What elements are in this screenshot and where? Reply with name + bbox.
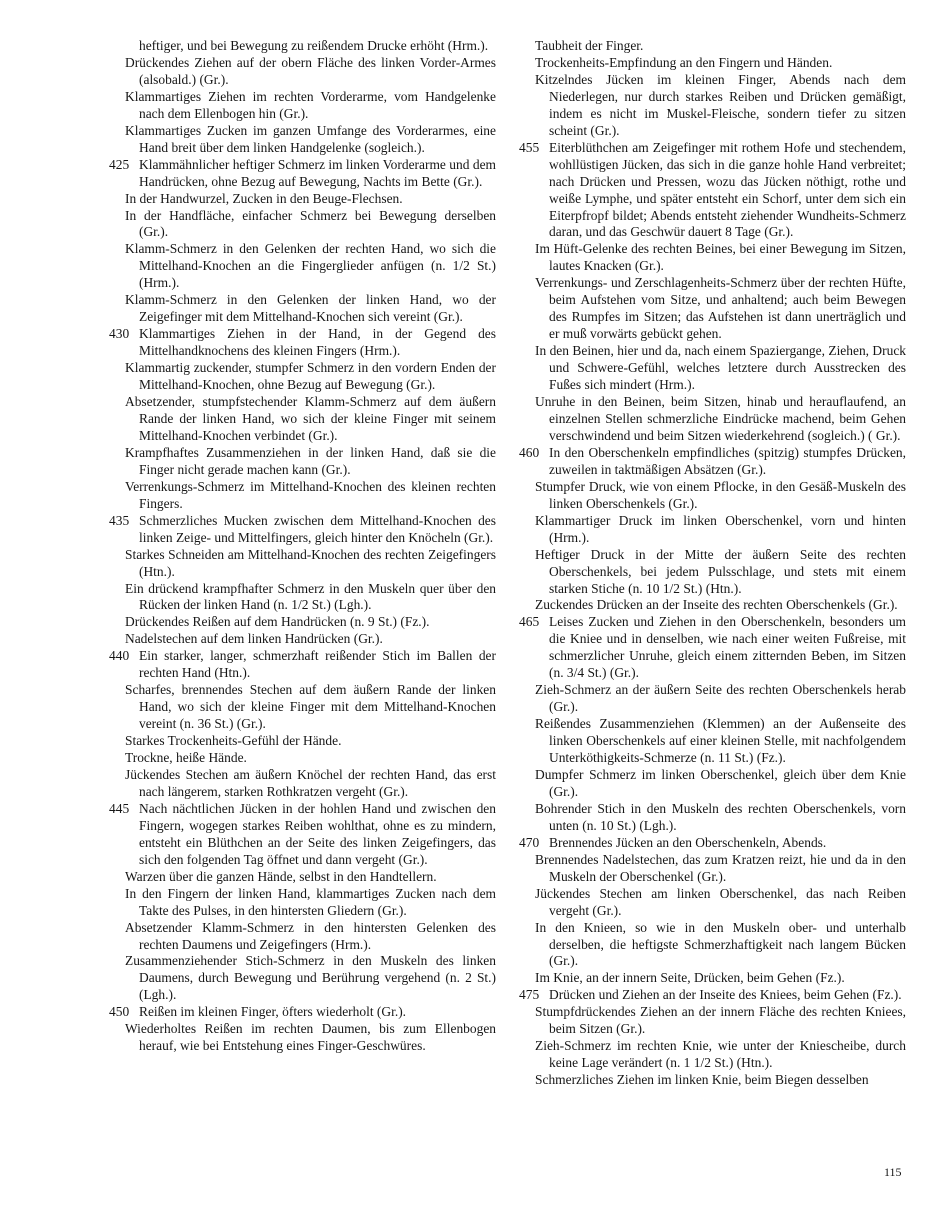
entry [109, 479, 496, 513]
entry [519, 394, 906, 445]
entry-text: Verrenkungs- und Zerschlagenheits-Schmerz über der rechten Hüfte, beim Aufstehen vom Sitze, und anhaltend; auch beim Bewegen des Rumpfes im Sitzen; das Aufstehen ist dann unerträglich und er muß vorwärts gebückt gehen. [535, 275, 906, 342]
entry-text: Klammartig zuckender, stumpfer Schmerz in den vordern Enden der Mittelhand-Knochen, ohne Bezug auf Bewegung (Gr.). [125, 360, 496, 393]
entry [109, 241, 496, 292]
entry [519, 886, 906, 920]
entry-text: Nach nächtlichen Jücken in der hohlen Hand und zwischen den Fingern, wogegen starkes Reiben wohlthat, ohne es zu mindern, entsteht ein Blüthchen an der Seite des linken Zeigefingers, das sich den folgenden Tag öffnet und dann vergeht (Gr.). [139, 800, 496, 867]
entry [109, 614, 496, 631]
entry-text: Trockenheits-Empfindung an den Fingern und Händen. [535, 54, 833, 70]
entry-number: 425 [109, 156, 130, 172]
entry [109, 1021, 496, 1055]
entry-number: 450 [109, 1004, 130, 1020]
entry-number: 430 [109, 326, 130, 342]
entry [519, 970, 906, 987]
entry [109, 886, 496, 920]
entry [109, 55, 496, 89]
entry-text: Heftiger Druck in der Mitte der äußern Seite des rechten Oberschenkels, bei jedem Pulsschlage, und stets mit einem starken Stiche (n. 10 1/2 St.) (Htn.). [535, 546, 906, 596]
entry [109, 648, 496, 682]
entry-text: Starkes Schneiden am Mittelhand-Knochen des rechten Zeigefingers (Htn.). [125, 546, 496, 579]
entry [109, 631, 496, 648]
entry-text: Scharfes, brennendes Stechen auf dem äußern Rande der linken Hand, wo sich der kleine Finger mit dem Mittelhand-Knochen vereint (n. 36 St.) (Gr.). [125, 682, 496, 732]
entry [109, 191, 496, 208]
entry-text: Ein starker, langer, schmerzhaft reißender Stich im Ballen der rechten Hand (Htn.). [139, 648, 496, 681]
entry-text: Leises Zucken und Ziehen in den Oberschenkeln, besonders um die Kniee und in denselben, wie nach einer weiten Fußreise, mit schmerzlicher Unruhe, gleich einem zitternden Beben, im Sitzen (n. 3/4 St.) (Gr.). [549, 614, 906, 681]
entry-text: Dumpfer Schmerz im linken Oberschenkel, gleich über dem Knie (Gr.). [535, 766, 906, 799]
entry [109, 326, 496, 360]
entry-text: Drückendes Ziehen auf der obern Fläche des linken Vorder-Armes (alsobald.) (Gr.). [125, 54, 496, 87]
entry-text: In den Knieen, so wie in den Muskeln ober- und unterhalb derselben, die heftigste Schmerzhaftigkeit nach langem Bücken (Gr.). [535, 919, 906, 969]
entry [519, 682, 906, 716]
entry-text: Taubheit der Finger. [535, 38, 644, 53]
entry-text: In der Handfläche, einfacher Schmerz bei Bewegung derselben (Gr.). [125, 207, 496, 240]
entry [109, 682, 496, 733]
entry [519, 479, 906, 513]
page-number: 115 [884, 1165, 902, 1179]
entry-text: Warzen über die ganzen Hände, selbst in den Handtellern. [125, 868, 437, 884]
entry [519, 38, 906, 55]
entry [109, 292, 496, 326]
entry-text: Brennendes Jücken an den Oberschenkeln, Abends. [549, 834, 827, 850]
entry [109, 953, 496, 1004]
entry [519, 513, 906, 547]
entry-text: Zusammenziehender Stich-Schmerz in den Muskeln des linken Daumens, durch Bewegung und Berührung vergehend (n. 2 St.) (Lgh.). [125, 953, 496, 1003]
entry-text: Stumpfer Druck, wie von einem Pflocke, in den Gesäß-Muskeln des linken Oberschenkels (Gr.). [535, 478, 906, 511]
entry-text: Klammartiges Ziehen im rechten Vorderarme, vom Handgelenke nach dem Ellenbogen hin (Gr.). [125, 88, 496, 121]
entry [109, 1004, 496, 1021]
entry [519, 767, 906, 801]
entry-number: 440 [109, 648, 130, 664]
entry [519, 716, 906, 767]
entry-text: Nadelstechen auf dem linken Handrücken (Gr.). [125, 631, 383, 647]
entry-text: Zieh-Schmerz im rechten Knie, wie unter der Kniescheibe, durch keine Lage verändert (n. 1 1/2 St.) (Htn.). [535, 1038, 906, 1071]
entry-text: Brennendes Nadelstechen, das zum Kratzen reizt, hie und da in den Muskeln der Oberschenkel (Gr.). [535, 851, 906, 884]
entry-number: 455 [519, 139, 540, 155]
entry-text: Jückendes Stechen am linken Oberschenkel, das nach Reiben vergeht (Gr.). [535, 885, 906, 918]
entry [519, 275, 906, 343]
entry-text: Verrenkungs-Schmerz im Mittelhand-Knochen des kleinen rechten Fingers. [125, 478, 496, 511]
entry-text: Drücken und Ziehen an der Inseite des Kniees, beim Gehen (Fz.). [549, 987, 902, 1003]
entry-text: Starkes Trockenheits-Gefühl der Hände. [125, 733, 342, 749]
entry [109, 733, 496, 750]
entry [519, 852, 906, 886]
entry [109, 767, 496, 801]
entry-number: 470 [519, 834, 540, 850]
entry-text: Eiterblüthchen am Zeigefinger mit rothem Hofe und stechendem, wohllüstigen Jücken, das sich in die ganze hohle Hand verbreitet; nach Drücken und Pressen, wozu das Jücken nöthigt, rothe und weiße Lymphe, und später entsteht ein Schorf, unter dem sich ein Eiterpfropf bildet; Abends entsteht ziehender Wundheits-Schmerz daran, und das Geschwür dauert 8 Tage (Gr.). [549, 139, 906, 240]
entry-text: In den Fingern der linken Hand, klammartiges Zucken nach dem Takte des Pulses, in den hintersten Gliedern (Gr.). [125, 885, 496, 918]
entry-number: 445 [109, 800, 130, 816]
entry-text: Bohrender Stich in den Muskeln des rechten Oberschenkels, vorn unten (n. 10 St.) (Lgh.). [535, 800, 906, 833]
entry-text: Zieh-Schmerz an der äußern Seite des rechten Oberschenkels herab (Gr.). [535, 682, 906, 715]
entry-text: In der Handwurzel, Zucken in den Beuge-Flechsen. [125, 190, 403, 206]
entry-text: Stumpfdrückendes Ziehen an der innern Fläche des rechten Kniees, beim Sitzen (Gr.). [535, 1004, 906, 1037]
entry-text: heftiger, und bei Bewegung zu reißendem Drucke erhöht (Hrm.). [139, 38, 489, 53]
entry-text: Klammähnlicher heftiger Schmerz im linken Vorderarme und dem Handrücken, ohne Bezug auf Bewegung, Nachts im Bette (Gr.). [139, 156, 496, 189]
entry [109, 581, 496, 615]
entry-text: In den Oberschenkeln empfindliches (spitzig) stumpfes Drücken, zuweilen in taktmäßigen Absätzen (Gr.). [549, 444, 906, 477]
entry-text: Im Hüft-Gelenke des rechten Beines, bei einer Bewegung im Sitzen, lautes Knacken (Gr.). [535, 241, 906, 274]
entry-text: Jückendes Stechen am äußern Knöchel der rechten Hand, das erst nach längerem, starken Rothkratzen vergeht (Gr.). [125, 766, 496, 799]
entry [109, 513, 496, 547]
entry [109, 394, 496, 445]
entry-text: Reißen im kleinen Finger, öfters wiederholt (Gr.). [139, 1004, 407, 1020]
entry [519, 1004, 906, 1038]
entry-number: 475 [519, 987, 540, 1003]
entry [519, 343, 906, 394]
entry [519, 920, 906, 971]
entry-text: Schmerzliches Ziehen im linken Knie, beim Biegen desselben [535, 1072, 869, 1088]
entry-text: In den Beinen, hier und da, nach einem Spaziergange, Ziehen, Druck und Schwere-Gefühl, welches letztere durch Ausstrecken des Fußes sich mindert (Hrm.). [535, 343, 906, 393]
entry-text: Klammartiges Ziehen in der Hand, in der Gegend des Mittelhandknochens des kleinen Fingers (Hrm.). [139, 326, 496, 359]
entry-text: Klammartiger Druck im linken Oberschenkel, vorn und hinten (Hrm.). [535, 512, 906, 545]
entry [519, 597, 906, 614]
right-column [519, 38, 906, 1089]
entry-number: 435 [109, 512, 130, 528]
entry-text: Krampfhaftes Zusammenziehen in der linken Hand, daß sie die Finger nicht gerade machen kann (Gr.). [125, 444, 496, 477]
entry [519, 1072, 906, 1089]
entry [109, 157, 496, 191]
entry [519, 1038, 906, 1072]
entry-text: Kitzelndes Jücken im kleinen Finger, Abends nach dem Niederlegen, nur durch starkes Reiben und Drücken gemäßigt, indem es nicht im Muskel-Fleische, sondern tiefer zu sitzen scheint (Gr.). [535, 71, 906, 138]
entry-text: Unruhe in den Beinen, beim Sitzen, hinab und herauflaufend, an einzelnen Stellen schmerzliche Eindrücke machend, beim Gehen verschwindend und beim Sitzen wiederkehrend (sogleich.) ( Gr.). [535, 394, 906, 443]
entry-text: Absetzender Klamm-Schmerz in den hintersten Gelenken des rechten Daumens und Zeigefingers (Hrm.). [125, 919, 496, 952]
entry [109, 801, 496, 869]
entry-text: Ein drückend krampfhafter Schmerz in den Muskeln quer über den Rücken der linken Hand (n. 1/2 St.) (Lgh.). [125, 580, 496, 613]
entry [519, 72, 906, 140]
entry [519, 614, 906, 682]
entry [109, 920, 496, 954]
entry-text: Drückendes Reißen auf dem Handrücken (n. 9 St.) (Fz.). [125, 614, 430, 630]
entry [109, 445, 496, 479]
entry [109, 123, 496, 157]
entry-text: Im Knie, an der innern Seite, Drücken, beim Gehen (Fz.). [535, 970, 845, 986]
entry-text: Absetzender, stumpfstechender Klamm-Schmerz auf dem äußern Rande der linken Hand, wo sich der kleine Finger mit seinem Mittelhand-Knochen verbindet (Gr.). [125, 394, 496, 443]
entry [519, 987, 906, 1004]
entry [519, 445, 906, 479]
left-column [109, 38, 496, 1055]
entry [109, 360, 496, 394]
entry-text: Klamm-Schmerz in den Gelenken der rechten Hand, wo sich die Mittelhand-Knochen an die Fingerglieder anfügen (n. 1/2 St.) (Hrm.). [125, 241, 496, 291]
entry [109, 38, 496, 55]
entry [519, 55, 906, 72]
entry [519, 835, 906, 852]
entry-text: Wiederholtes Reißen im rechten Daumen, bis zum Ellenbogen herauf, wie bei Entstehung eines Finger-Geschwüres. [125, 1021, 496, 1054]
entry-number: 460 [519, 444, 540, 460]
entry [519, 241, 906, 275]
entry [109, 89, 496, 123]
entry-text: Trockne, heiße Hände. [125, 750, 247, 766]
entry-text: Reißendes Zusammenziehen (Klemmen) an der Außenseite des linken Oberschenkels auf einer kleinen Stelle, mit nachfolgendem Unterköthigkeits-Schmerze (n. 11 St.) (Fz.). [535, 716, 906, 766]
entry-number: 465 [519, 614, 540, 630]
entry-text: Zuckendes Drücken an der Inseite des rechten Oberschenkels (Gr.). [535, 597, 898, 613]
entry-text: Klamm-Schmerz in den Gelenken der linken Hand, wo der Zeigefinger mit dem Mittelhand-Knochen sich vereint (Gr.). [125, 292, 496, 325]
entry [519, 801, 906, 835]
entry [109, 750, 496, 767]
entry [519, 547, 906, 598]
entry [519, 140, 906, 242]
entry-text: Klammartiges Zucken im ganzen Umfange des Vorderarmes, eine Hand breit über dem linken Handgelenke (sogleich.). [125, 122, 496, 155]
entry [109, 869, 496, 886]
entry-text: Schmerzliches Mucken zwischen dem Mittelhand-Knochen des linken Zeige- und Mittelfingers, gleich hinter den Knöcheln (Gr.). [139, 512, 496, 545]
entry [109, 547, 496, 581]
entry [109, 208, 496, 242]
